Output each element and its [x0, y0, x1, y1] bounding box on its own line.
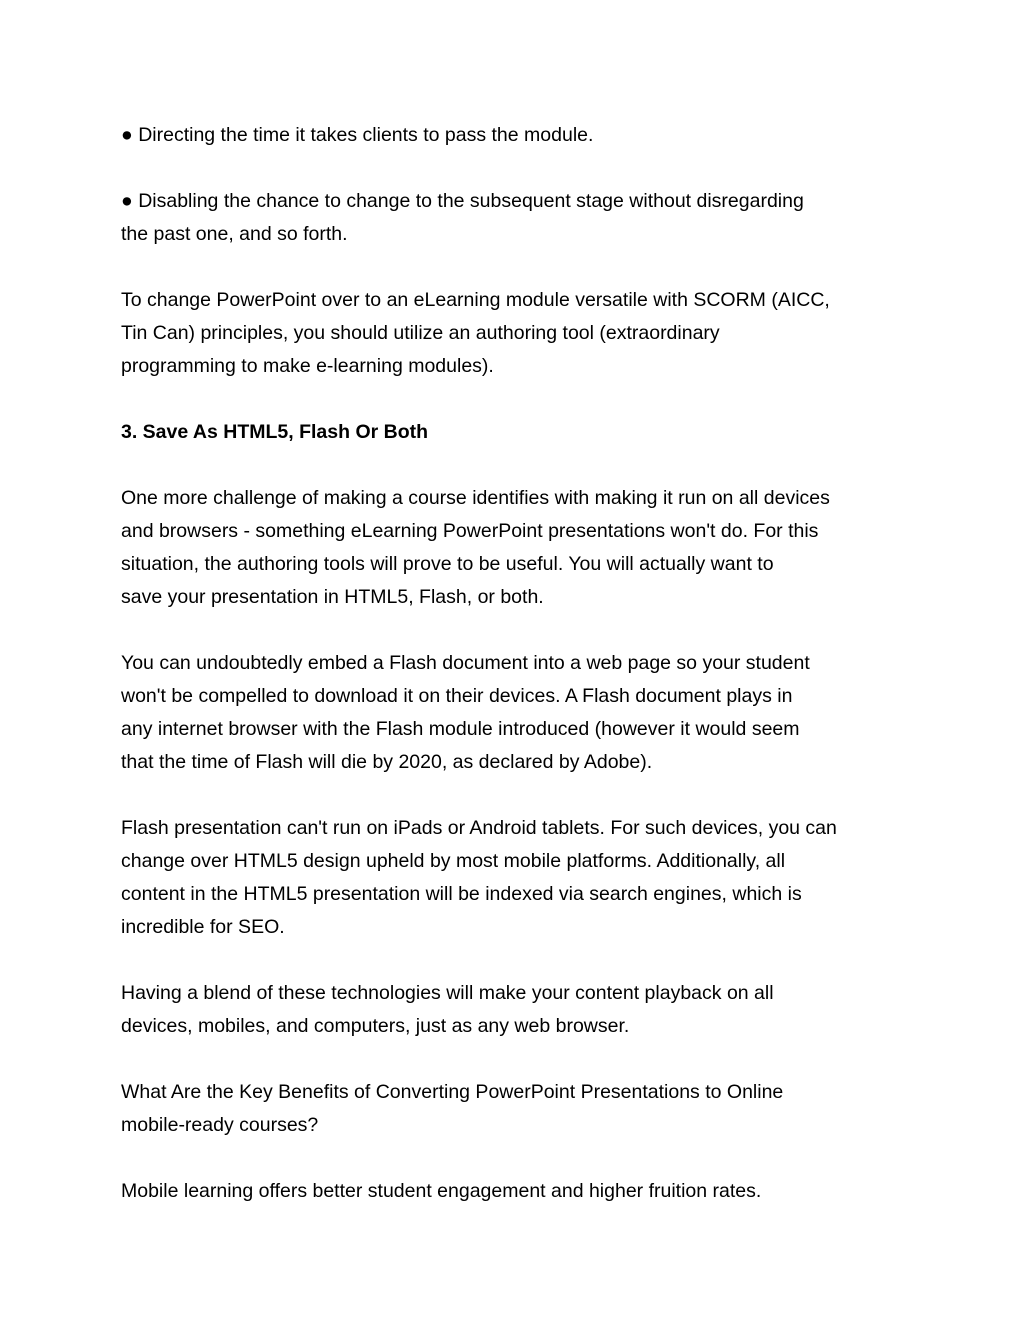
paragraph-mobile-learning: Mobile learning offers better student engagement and higher fruition rates.: [121, 1180, 762, 1202]
paragraph-devices-browsers: One more challenge of making a course identifies with making it run on all devices and browsers - something eLearning PowerPoint presentations won't do. For this situation, the authoring tools will prove to be useful. You will actually want to save your presentation in HTML5, Flash, or both.: [121, 487, 830, 608]
paragraph-technology-blend: Having a blend of these technologies will make your content playback on all devices, mobiles, and computers, just as any web browser.: [121, 982, 774, 1037]
paragraph-key-benefits-question: What Are the Key Benefits of Converting PowerPoint Presentations to Online mobile-ready courses?: [121, 1081, 784, 1136]
bullet-directing-time: ● Directing the time it takes clients to pass the module.: [121, 124, 594, 146]
document-body: [121, 119, 921, 1241]
paragraph-authoring-tool: To change PowerPoint over to an eLearning module versatile with SCORM (AICC, Tin Can) principles, you should utilize an authoring tool (extraordinary programming to make e-learning modules).: [121, 289, 830, 377]
paragraph-html5-seo: Flash presentation can't run on iPads or Android tablets. For such devices, you can change over HTML5 design upheld by most mobile platforms. Additionally, all content in the HTML5 presentation will be indexed via search engines, which is incredible for SEO.: [121, 817, 837, 938]
section-heading: 3. Save As HTML5, Flash Or Both: [121, 421, 429, 443]
paragraph-flash-embed: You can undoubtedly embed a Flash document into a web page so your student won't be compelled to download it on their devices. A Flash document plays in any internet browser with the Flash module introduced (however it would seem that the time of Flash will die by 2020, as declared by Adobe).: [121, 652, 810, 773]
bullet-disabling-chance: ● Disabling the chance to change to the subsequent stage without disregarding the past one, and so forth.: [121, 190, 804, 245]
